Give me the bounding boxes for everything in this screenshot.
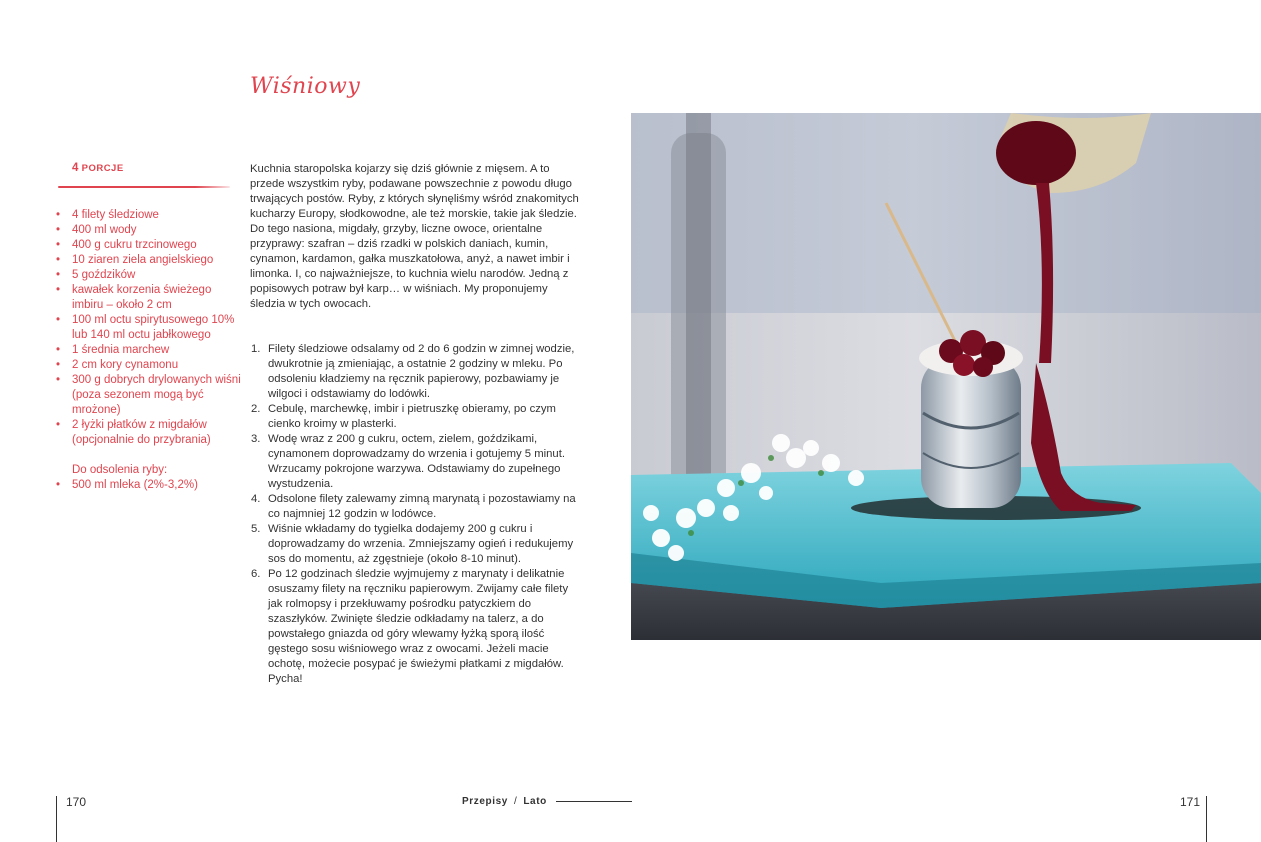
step-item (250, 432, 580, 492)
step-text: Wodę wraz z 200 g cukru, octem, zielem, goździkami, cynamonem doprowadzamy do wrzenia i gotujemy 5 minut. Wrzucamy pokrojone warzywa. Odstawiamy do zupełnego wystudzenia. (268, 433, 565, 490)
ingredient-item: • 10 ziaren ziela angielskiego (56, 253, 241, 268)
step-text: Wiśnie wkładamy do tygielka dodajemy 200 g cukru i doprowadzamy do wrzenia. Zmniejszamy ogień i redukujemy sos do momentu, aż zgęstnieje (około 8-10 minut). (268, 523, 574, 565)
portions-unit: PORCJE (81, 163, 124, 174)
dish-photo (631, 113, 1261, 640)
step-item (250, 567, 580, 687)
soak-ingredient-item: • 500 ml mleka (2%-3,2%) (56, 478, 241, 493)
step-number: 3. (251, 433, 261, 445)
step-item (250, 492, 580, 522)
footer-rule (556, 801, 632, 802)
footer-right-rule (1206, 796, 1207, 842)
footer-subsection: Lato (523, 796, 547, 807)
soak-heading: Do odsolenia ryby: (72, 464, 168, 476)
step-number: 5. (251, 523, 261, 535)
step-text: Odsolone filety zalewamy zimną marynatą i pozostawiamy na co najmniej 12 godzin w lodówce. (268, 493, 576, 520)
ingredient-item: • 5 goździków (56, 268, 241, 283)
intro-paragraph: Kuchnia staropolska kojarzy się dziś głównie z mięsem. A to przede wszystkim ryby, podawane powszechnie z powodu długo trwających postów. Ryby, z których słynęliśmy wśród znakomitych kucharzy Europy, słodkowodne, ale też morskie, takie jak śledzie. Do tego nasiona, migdały, grzyby, liczne owoce, orientalne przyprawy: szafran – dziś rzadki w polskich daniach, kumin, cynamon, kardamon, gałka muszkatołowa, anyż, a nawet imbir i limonka. I, co najważniejsze, to kuchnia wielu narodów. Jedną z popisowych potraw był karp… w wiśniach. My proponujemy śledzia w tych owocach. (250, 163, 579, 310)
ingredient-item: • 300 g dobrych drylowanych wiśni (poza sezonem mogą być mrożone) (56, 373, 241, 418)
step-item (250, 402, 580, 432)
recipe-title: Wiśniowy (250, 74, 361, 99)
footer-left-rule (56, 796, 57, 842)
ingredients-list (56, 208, 241, 493)
step-number: 6. (251, 568, 261, 580)
ingredient-item: • 2 łyżki płatków z migdałów (opcjonalnie do przybrania) (56, 418, 241, 448)
portions-number: 4 (72, 162, 79, 174)
portions-label (72, 162, 124, 174)
step-number: 1. (251, 343, 261, 355)
footer-separator: / (513, 796, 518, 807)
step-text: Filety śledziowe odsalamy od 2 do 6 godzin w zimnej wodzie, dwukrotnie ją zmieniając, a ostatnie 2 godziny w mleku. Po odsoleniu kładziemy na ręcznik papierowy, pozbawiamy je wilgoci i odstawiamy do lodówki. (268, 343, 575, 400)
ingredient-item: • kawałek korzenia świeżego imbiru – około 2 cm (56, 283, 241, 313)
step-text: Cebulę, marchewkę, imbir i pietruszkę obieramy, po czym cienko kroimy w plasterki. (268, 403, 556, 430)
ingredient-item: • 400 ml wody (56, 223, 241, 238)
steps-list (250, 342, 580, 687)
step-item (250, 522, 580, 567)
ingredient-item: • 400 g cukru trzcinowego (56, 238, 241, 253)
step-text: Po 12 godzinach śledzie wyjmujemy z marynaty i delikatnie osuszamy filety na ręczniku papierowym. Zwijamy całe filety jak rolmopsy i przekłuwamy pośrodku patyczkiem do szaszłyków. Zwinięte śledzie odkładamy na talerz, a do powstałego gniazda od góry wlewamy łyżką sporą ilość gęstego sosu wiśniowego wraz z owocami. Jeżeli macie ochotę, możecie posypać je świeżymi płatkami z migdałów. Pycha! (268, 568, 569, 685)
ingredient-item: • 100 ml octu spirytusowego 10% lub 140 ml octu jabłkowego (56, 313, 241, 343)
ingredient-item: • 1 średnia marchew (56, 343, 241, 358)
portions-divider (58, 186, 230, 188)
running-footer (462, 796, 547, 807)
footer-section: Przepisy (462, 796, 508, 807)
step-number: 2. (251, 403, 261, 415)
page-number-right: 171 (1180, 795, 1201, 809)
step-item (250, 342, 580, 402)
ingredient-item: • 4 filety śledziowe (56, 208, 241, 223)
page-number-left: 170 (66, 795, 87, 809)
ingredient-item: • 2 cm kory cynamonu (56, 358, 241, 373)
step-number: 4. (251, 493, 261, 505)
